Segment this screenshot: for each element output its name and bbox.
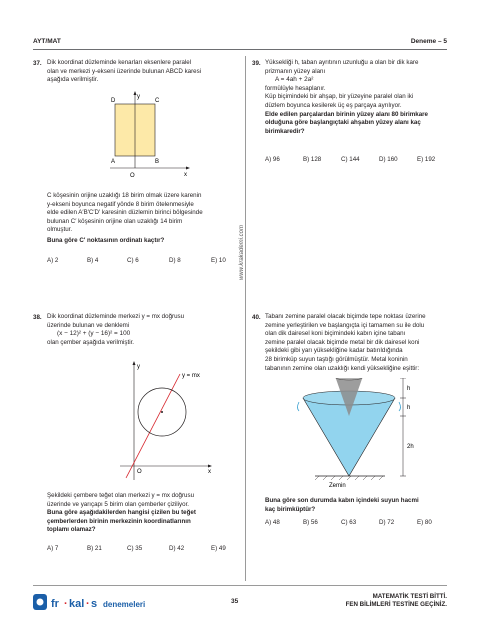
q38-intro-line: olan çember aşağıda verilmiştir. xyxy=(47,338,135,346)
q40-option-d[interactable]: D) 72 xyxy=(379,519,395,526)
watermark: www.krakademi.com xyxy=(239,224,245,280)
q40-body-line: Tabanı zemine paralel olacak biçimde tepe noktası üzerine xyxy=(265,313,426,320)
q40-option-c[interactable]: C) 63 xyxy=(341,519,357,526)
svg-text:·: · xyxy=(64,598,68,610)
q37-option-e[interactable]: E) 10 xyxy=(211,257,226,264)
q40-question-line: kaç birimküptür? xyxy=(265,505,316,513)
page-number: 35 xyxy=(231,598,239,605)
brand-logo xyxy=(33,592,173,614)
circle-center-dot xyxy=(161,411,163,413)
q37-option-b[interactable]: B) 4 xyxy=(87,257,99,264)
q40-body-line: 28 birimküp suyun taştığı görülmüştür. Metal koninin xyxy=(265,355,408,363)
header-exam-code: AYT/MAT xyxy=(33,38,61,45)
q39-intro-line: Yüksekliği h, taban ayrıtının uzunluğu a olan bir dik kare xyxy=(265,59,419,66)
fraktal-logo-icon xyxy=(33,592,173,614)
q38-option-c[interactable]: C) 35 xyxy=(127,545,143,552)
q38-options xyxy=(47,545,226,552)
q38-intro-line: üzerinde bulunan ve denklemi xyxy=(47,321,130,329)
label-a: A xyxy=(111,159,116,165)
q39-option-c[interactable]: C) 144 xyxy=(341,156,360,163)
spill-drop-left xyxy=(298,402,300,411)
q39-body-line: düzlem boyunca kesilerek üç eş parçaya ayrılıyor. xyxy=(265,101,402,109)
q40-question xyxy=(265,497,450,514)
q38-body xyxy=(47,492,242,535)
q39-option-e[interactable]: E) 192 xyxy=(417,156,436,163)
label-d: D xyxy=(111,98,116,104)
q38-question-line: çemberlerden birinin merkezinin koordinatlarının xyxy=(47,517,191,525)
ground-hatch xyxy=(315,476,383,480)
q39-body-line: Küp biçimindeki bir ahşap, bir yüzeyine paralel olan iki xyxy=(265,93,414,101)
q37-body-line: bulunan C′ köşesinin orijine olan uzaklığı 14 birim xyxy=(47,217,183,225)
header-divider xyxy=(33,49,447,50)
page-header xyxy=(33,36,447,48)
q40-option-e[interactable]: E) 80 xyxy=(417,519,432,526)
svg-text:·: · xyxy=(86,598,90,610)
label-x: x xyxy=(208,469,211,475)
label-y: y xyxy=(137,364,140,370)
q39-options xyxy=(265,156,435,163)
q38-figure xyxy=(100,360,230,485)
q40-options xyxy=(265,519,432,526)
q37-intro xyxy=(47,59,242,85)
q40-body xyxy=(265,313,450,373)
q37-intro-line: olan ve merkezi y-ekseni üzerinde bulunan ABCD karesi xyxy=(47,67,202,75)
q38-body-line: Şekildeki çembere teğet olan merkezi y = mx doğrusu xyxy=(47,492,195,499)
q37-question: Buna göre C′ noktasının ordinatı kaçtır? xyxy=(47,236,165,244)
label-o: O xyxy=(130,173,135,179)
q40-body-line: şekildeki gibi yarı yüksekliğine kadar batırıldığında xyxy=(265,347,403,355)
q37-options xyxy=(47,257,226,264)
label-line: y = mx xyxy=(182,373,200,379)
q39-question-line: birimkaredir? xyxy=(265,127,305,135)
q40-body-line: tabanının zemine olan uzaklığı kendi yüksekliğine eşittir: xyxy=(265,364,420,372)
label-h-top: h xyxy=(407,386,411,392)
q38-option-a[interactable]: A) 7 xyxy=(47,545,59,552)
q37-option-d[interactable]: D) 8 xyxy=(169,257,181,264)
q38-number: 38. xyxy=(33,314,42,321)
header-test-name: Deneme – 5 xyxy=(410,38,447,45)
q38-formula: (x − 12)² + (y − 16)² = 100 xyxy=(57,330,131,338)
label-o: O xyxy=(137,469,142,475)
brand-s: s xyxy=(91,598,98,610)
q40-number: 40. xyxy=(252,314,261,321)
brand-kal: kal xyxy=(69,598,85,610)
q37-body-line: elde edilen A′B′C′D′ karesinin düzlemin birinci bölgesinde xyxy=(47,209,203,217)
x-axis-arrow-icon xyxy=(208,465,212,468)
q40-body-line: zemine yerleştirilen ve başlangıçta içi tamamen su ile dolu xyxy=(265,321,425,329)
label-ground: Zemin xyxy=(329,483,346,489)
label-c: C xyxy=(155,98,160,104)
x-axis-arrow-icon xyxy=(186,167,190,170)
q37-number: 37. xyxy=(33,60,42,67)
brand-denemeleri: denemeleri xyxy=(103,600,146,609)
q40-body-line: zemine paralel olacak biçimde metal bir dik dairesel koni xyxy=(265,338,420,346)
brand-fr: fr xyxy=(51,598,59,610)
q37-body-line: olmuştur. xyxy=(47,226,73,234)
q37-body-line: y-ekseni boyunca negatif yönde 8 birim ötelenmesiyle xyxy=(47,200,194,208)
q37-intro-line: Dik koordinat düzleminde kenarları eksenlere paralel xyxy=(47,59,192,66)
q38-question-line: toplamı olamaz? xyxy=(47,526,96,534)
q37-body-line: C köşesinin orijine uzaklığı 18 birim olmak üzere karenin xyxy=(47,192,202,199)
q38-intro-line: Dik koordinat düzleminde merkezi y = mx doğrusu xyxy=(47,313,185,320)
q40-body-line: olan dik dairesel koni biçimindeki kabın içine tabanı xyxy=(265,330,406,338)
q39-option-a[interactable]: A) 96 xyxy=(265,156,280,163)
q38-body-line: üzerinde ve yarıçapı 5 birim olan çemberler çiziliyor. xyxy=(47,500,190,508)
q38-option-e[interactable]: E) 49 xyxy=(211,545,226,552)
q40-figure xyxy=(295,378,445,490)
y-axis-arrow-icon xyxy=(133,361,136,365)
q39-content xyxy=(265,59,450,136)
q37-body xyxy=(47,192,242,246)
q40-question-line: Buna göre son durumda kabın içindeki suyun hacmi xyxy=(265,497,419,504)
q37-intro-line: aşağıda verilmiştir. xyxy=(47,76,99,84)
label-x: x xyxy=(184,172,187,178)
q38-question-line: Buna göre aşağıdakilerden hangisi çizilen bu teğet xyxy=(47,509,196,517)
label-2h: 2h xyxy=(407,444,414,450)
footer-divider xyxy=(33,585,447,586)
label-b: B xyxy=(155,159,160,165)
footer-instruction xyxy=(346,593,447,609)
label-h-mid: h xyxy=(407,405,411,411)
q39-option-b[interactable]: B) 128 xyxy=(303,156,322,163)
q39-number: 39. xyxy=(252,60,261,67)
q38-intro xyxy=(47,313,242,347)
q37-figure xyxy=(100,90,200,180)
q37-option-c[interactable]: C) 6 xyxy=(127,257,139,264)
spill-drop-right xyxy=(399,402,401,411)
footer-instruction-line: MATEMATİK TESTİ BİTTİ. xyxy=(372,593,447,600)
q40-option-a[interactable]: A) 48 xyxy=(265,519,280,526)
q39-formula: A = 4ah + 2a² xyxy=(275,76,314,84)
q39-option-d[interactable]: D) 160 xyxy=(379,156,398,163)
footer-instruction-line: FEN BİLİMLERİ TESTİNE GEÇİNİZ. xyxy=(345,601,447,608)
q39-question-line: olduğuna göre başlangıçtaki ahşabın yüzey alanı kaç xyxy=(265,119,421,127)
q40-option-b[interactable]: B) 56 xyxy=(303,519,318,526)
q39-intro-line: prizmanın yüzey alanı xyxy=(265,67,326,75)
q39-question-line: Elde edilen parçalardan birinin yüzey alanı 80 birimkare xyxy=(265,110,429,118)
q39-intro-line: formülüyle hesaplanır. xyxy=(265,84,326,92)
q38-option-b[interactable]: B) 21 xyxy=(87,545,102,552)
q38-option-d[interactable]: D) 42 xyxy=(169,545,185,552)
column-divider xyxy=(245,56,246,581)
q37-option-a[interactable]: A) 2 xyxy=(47,257,59,264)
label-y: y xyxy=(137,94,140,100)
